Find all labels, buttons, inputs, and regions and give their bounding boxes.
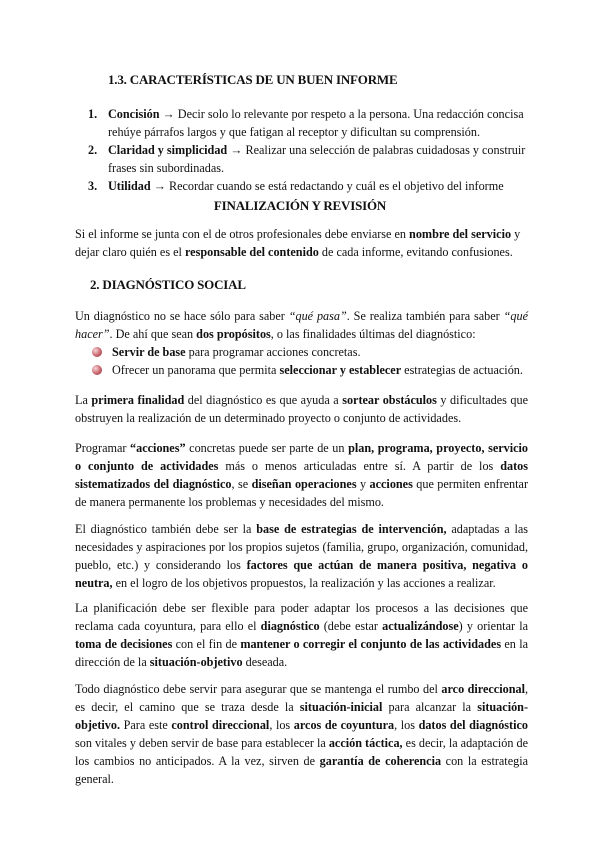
diagnostico-title: 2. DIAGNÓSTICO SOCIAL — [90, 277, 246, 292]
list-item: 1. Concisión → Decir solo lo relevante por respeto a la persona. Una redacción concisa rehúye párrafos largos y que fatigan al receptor y dificultan su comprensión. — [88, 107, 524, 139]
paragraph-primera-finalidad: La primera finalidad del diagnóstico es que ayuda a sortear obstáculos y dificultades que obstruyen la realización de un determinado proyecto o conjunto de actividades. — [75, 393, 528, 425]
list-item: 2. Claridad y simplicidad → Realizar una selección de palabras cuidadosas y construir frases sin subordinadas. — [88, 143, 526, 175]
finalizacion-paragraph: Si el informe se junta con el de otros profesionales debe enviarse en nombre del servicio y dejar claro quién es el responsable del contenido de cada informe, evitando confusiones. — [75, 227, 521, 259]
paragraph-arco-direccional: Todo diagnóstico debe servir para asegurar que se mantenga el rumbo del arco direccional, es decir, el camino que se traza desde la situación-inicial para alcanzar la situación-objetivo. Para este control direccional, los arcos de coyuntura, los datos del diagnóstico son vitales y deben servir de base para establecer la acción táctica, es decir, la adaptación de los cambios no anticipados. A la vez, sirven de garantía de coherencia con la estrategia general. — [75, 682, 529, 786]
list-item: 3. Utilidad → Recordar cuando se está redactando y cuál es el objetivo del informe — [88, 179, 504, 193]
paragraph-base-estrategias: El diagnóstico también debe ser la base de estrategias de intervención, adaptadas a las necesidades y aspiraciones por los propios sujetos (familia, grupo, organización, comunidad, pueblo, etc.) y considerando los factores que actúan de manera positiva, negativa o neutra, en el logro de los objetivos propuestos, la realización y las acciones a realizar. — [75, 522, 528, 590]
diagnostico-intro: Un diagnóstico no se hace sólo para saber “qué pasa”. Se realiza también para saber “qué hacer”. De ahí que sean dos propósitos, o las finalidades últimas del diagnóstico: — [75, 309, 528, 341]
finalizacion-title: FINALIZACIÓN Y REVISIÓN — [213, 198, 387, 213]
paragraph-programar-acciones: Programar “acciones” concretas puede ser parte de un plan, programa, proyecto, servicio o conjunto de actividades más o menos articuladas entre sí. A partir de los datos sistematizados del diagnóstico, se diseñan operaciones y acciones que permiten enfrentar de manera permanente los problemas y necesidades del mismo. — [75, 441, 529, 509]
list-item: Ofrecer un panorama que permita seleccionar y establecer estrategias de actuación. — [92, 361, 532, 379]
section-title: 1.3. CARACTERÍSTICAS DE UN BUEN INFORME — [108, 72, 398, 87]
characteristics-list — [88, 105, 528, 195]
bullet-icon — [92, 365, 102, 375]
bullet-icon — [92, 347, 102, 357]
list-item: Servir de base para programar acciones concretas. — [92, 343, 532, 361]
paragraph-planificacion: La planificación debe ser flexible para poder adaptar los procesos a las decisiones que reclama cada coyuntura, para ello el diagnóstico (debe estar actualizándose) y orientar la toma de decisiones con el fin de mantener o corregir el conjunto de las actividades en la dirección de la situación-objetivo deseada. — [75, 601, 528, 669]
proposito-list — [92, 343, 532, 379]
